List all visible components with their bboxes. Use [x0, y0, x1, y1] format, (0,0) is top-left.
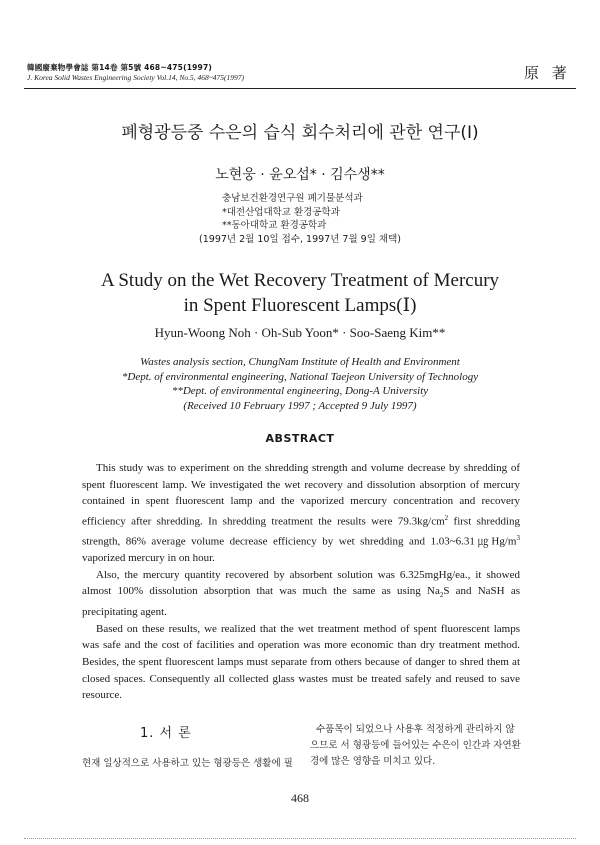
- korean-affiliation: *대전산업대학교 환경공학과: [222, 206, 340, 218]
- journal-header-korean: 韓國廢棄物學會誌 第14卷 第5號 468~475(1997): [27, 63, 213, 72]
- abstract-paragraph: [82, 460, 520, 567]
- journal-header-english: J. Korea Solid Wastes Engineering Society Vol.14, No.5, 468~475(1997): [27, 73, 245, 82]
- korean-received-date: (1997년 2월 10일 접수, 1997년 7월 9일 채택): [199, 233, 401, 245]
- korean-affiliations: [0, 192, 600, 246]
- section-heading: 1. 서 론: [140, 726, 192, 741]
- english-title: [0, 268, 600, 318]
- header-rule: [24, 88, 576, 89]
- abstract-heading: ABSTRACT: [265, 432, 335, 445]
- abstract-body: [82, 460, 520, 704]
- abstract-text: This study was to experiment on the shredding strength and volume decrease by shredding of spent fluorescent lamp. We investigated the wet recovery and dissolution absorption of mercury contained in spent fluorescent lamp and the vaporized mercury concentration and recovery efficiency after shredding. In shredding treatment the results were 79.3kg/cm: [82, 462, 520, 528]
- korean-affiliation: **동아대학교 환경공학과: [222, 220, 327, 231]
- korean-affiliation: 충남보건환경연구원 폐기물분석과: [222, 193, 363, 204]
- english-title-line: A Study on the Wet Recovery Treatment of Mercury: [100, 270, 500, 291]
- korean-title: 폐형광등중 수은의 습식 회수처리에 관한 연구(Ⅰ): [121, 123, 479, 143]
- korean-authors: 노현웅 · 윤오섭* · 김수생**: [215, 167, 385, 183]
- abstract-text: vaporized mercury in on hour.: [82, 552, 215, 565]
- body-text-left-column: 현재 일상적으로 사용하고 있는 형광등은 생활에 필: [82, 758, 293, 769]
- english-received-date: (Received 10 February 1997 ; Accepted 9 July 1997): [183, 399, 417, 412]
- english-affiliation: Wastes analysis section, ChungNam Institute of Health and Environment: [140, 356, 460, 368]
- abstract-text: Also, the mercury quantity recovered by absorbent solution was 6.325mgHg/ea., it showed almost 100% dissolution absorption that was much the same as using Na: [82, 568, 520, 598]
- article-type-tag: 原 著: [524, 64, 571, 82]
- english-authors: Hyun-Woong Noh · Oh-Sub Yoon* · Soo-Saeng Kim**: [154, 325, 446, 340]
- english-affiliation: *Dept. of environmental engineering, National Taejeon University of Technology: [121, 370, 479, 383]
- body-text-right-column: 수품목이 되었으나 사용후 적정하게 관리하지 않으므로 서 형광등에 들어있는 수은이 인간과 자연환경에 많은 영향을 미치고 있다.: [310, 724, 521, 767]
- abstract-text: S and NaSH as precipitating agent.: [82, 585, 520, 619]
- english-affiliation: **Dept. of environmental engineering, Dong-A University: [171, 385, 429, 397]
- english-affiliations: [0, 355, 600, 413]
- abstract-paragraph: Based on these results, we realized that the wet treatment method of spent fluorescent lamps was safe and the cost of facilities and operation was more economic than dry treatment method. Besides, the spent fluorescent lamps must separate from others because of danger to shred them at closed spaces. Consequently all collected glass wastes must be treated safely and reused to save resource.: [82, 622, 520, 702]
- superscript: 2: [444, 513, 449, 522]
- subscript: 2: [439, 591, 444, 600]
- footer-rule: [24, 838, 576, 839]
- abstract-text: first shredding strength, 86% average volume decrease efficiency by wet shredding and 1.03~6.31㎍Hg/m: [82, 515, 520, 548]
- abstract-paragraph: [82, 567, 520, 621]
- english-title-line: in Spent Fluorescent Lamps(Ⅰ): [183, 295, 417, 316]
- superscript: 3: [516, 534, 520, 543]
- page-number: 468: [291, 791, 309, 805]
